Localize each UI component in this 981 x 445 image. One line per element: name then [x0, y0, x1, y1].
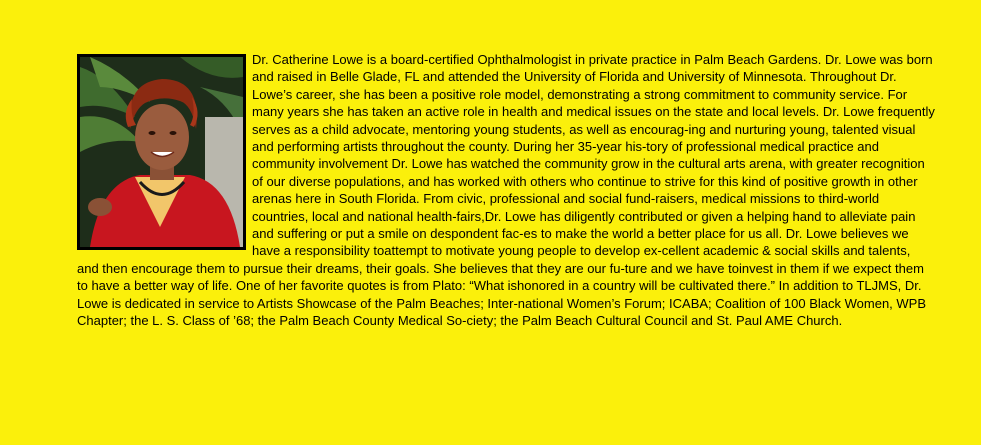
- portrait-photo: [77, 54, 246, 250]
- bio-paragraph: Dr. Catherine Lowe is a board-certified Ophthalmologist in private practice in Palm Beach Gardens. Dr. Lowe was born and raised in Belle Glade, FL and attended the University of Florida and University of Minnesota. Throughout Dr. Lowe’s career, she has been a positive role model, demonstrating a strong commitment to community service. For many years she has taken an active role in health and medical issues on the state and local levels. Dr. Lowe frequently serves as a child advocate, mentoring young students, as well as encourag-ing and nurturing young, talented visual and performing artists throughout the county. During her 35-year his-tory of professional medical practice and community involvement Dr. Lowe has watched the community grow in the cultural arts arena, with greater recognition of our diverse populations, and has worked with others who continue to strive for this kind of positive growth in other arenas here in South Florida. From civic, professional and social fund-raisers, medical missions to third-world countries, local and national health-fairs,Dr. Lowe has diligently contributed or given a helping hand to alleviate pain and suffering or put a smile on despondent fac-es to make the world a better place for us all. Dr. Lowe believes we have a responsibility toattempt to motivate young people to develop ex-cellent academic & social skills and talents, and then encourage them to pursue their dreams, their goals. She believes that they are our fu-ture and we have toinvest in them if we expect them to have a better way of life. One of her favorite quotes is from Plato: “What ishonored in a country will be cultivated there.” In addition to TLJMS, Dr. Lowe is dedicated in service to Artists Showcase of the Palm Beaches; Inter-national Women’s Forum; ICABA; Coalition of 100 Black Women, WPB Chapter; the L. S. Class of ’68; the Palm Beach County Medical So-ciety; the Palm Beach Cultural Council and St. Paul AME Church.: [77, 52, 935, 329]
- portrait-illustration: [80, 57, 243, 247]
- bio-section: [77, 51, 935, 330]
